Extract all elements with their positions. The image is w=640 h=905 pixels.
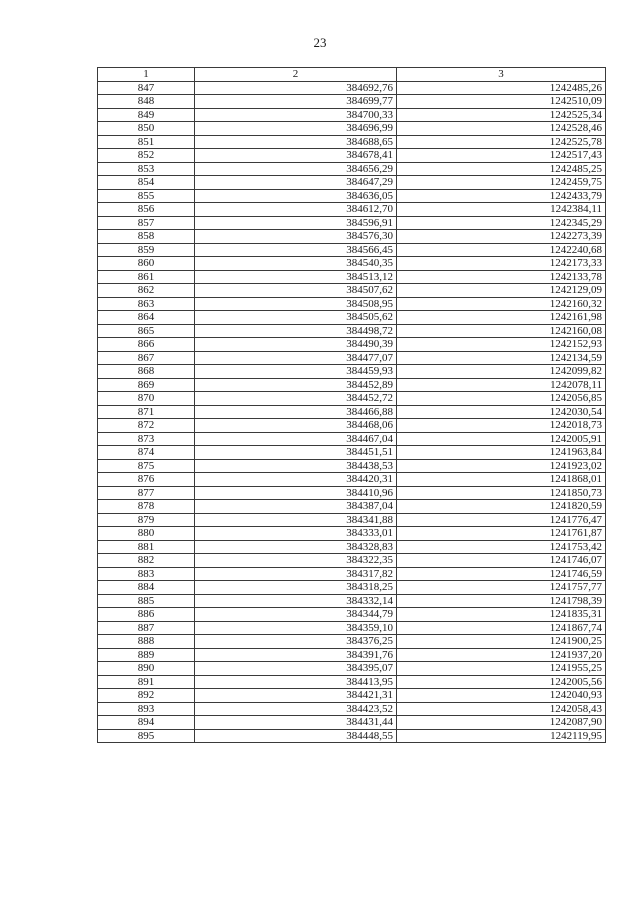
point-number-cell: 863 [98, 297, 195, 311]
coordinate-x-cell: 384507,62 [195, 284, 397, 298]
table-row [98, 729, 606, 743]
table-row [98, 689, 606, 703]
point-number-cell: 879 [98, 513, 195, 527]
point-number-cell: 886 [98, 608, 195, 622]
coordinate-y-cell: 1241820,59 [397, 500, 606, 514]
coordinate-x-cell: 384477,07 [195, 351, 397, 365]
coordinate-x-cell: 384420,31 [195, 473, 397, 487]
table-row [98, 189, 606, 203]
coordinate-y-cell: 1241753,42 [397, 540, 606, 554]
coordinate-x-cell: 384467,04 [195, 432, 397, 446]
table-row [98, 243, 606, 257]
point-number-cell: 853 [98, 162, 195, 176]
coordinate-x-cell: 384322,35 [195, 554, 397, 568]
coordinate-x-cell: 384678,41 [195, 149, 397, 163]
coordinate-y-cell: 1242525,34 [397, 108, 606, 122]
coordinate-x-cell: 384423,52 [195, 702, 397, 716]
coordinate-y-cell: 1242173,33 [397, 257, 606, 271]
coordinate-y-cell: 1242485,26 [397, 81, 606, 95]
point-number-cell: 884 [98, 581, 195, 595]
table-row [98, 216, 606, 230]
table-row [98, 702, 606, 716]
table-row [98, 567, 606, 581]
coordinate-y-cell: 1242119,95 [397, 729, 606, 743]
coordinate-y-cell: 1242345,29 [397, 216, 606, 230]
coordinate-x-cell: 384513,12 [195, 270, 397, 284]
column-header-y: 3 [397, 68, 606, 82]
coordinate-y-cell: 1242129,09 [397, 284, 606, 298]
coordinate-y-cell: 1242040,93 [397, 689, 606, 703]
coordinate-y-cell: 1242099,82 [397, 365, 606, 379]
table-row [98, 338, 606, 352]
coordinate-y-cell: 1241937,20 [397, 648, 606, 662]
point-number-cell: 865 [98, 324, 195, 338]
table-row [98, 486, 606, 500]
point-number-cell: 866 [98, 338, 195, 352]
point-number-cell: 851 [98, 135, 195, 149]
column-header-number: 1 [98, 68, 195, 82]
table-row [98, 297, 606, 311]
coordinate-x-cell: 384421,31 [195, 689, 397, 703]
coordinate-y-cell: 1242030,54 [397, 405, 606, 419]
point-number-cell: 890 [98, 662, 195, 676]
coordinate-y-cell: 1241900,25 [397, 635, 606, 649]
coordinate-y-cell: 1242517,43 [397, 149, 606, 163]
coordinate-y-cell: 1242058,43 [397, 702, 606, 716]
coordinate-y-cell: 1242160,32 [397, 297, 606, 311]
coordinate-x-cell: 384636,05 [195, 189, 397, 203]
table-row [98, 81, 606, 95]
coordinate-x-cell: 384498,72 [195, 324, 397, 338]
table-header-row [98, 68, 606, 82]
point-number-cell: 882 [98, 554, 195, 568]
page-number: 23 [313, 35, 327, 50]
coordinate-y-cell: 1241746,59 [397, 567, 606, 581]
point-number-cell: 855 [98, 189, 195, 203]
table-row [98, 392, 606, 406]
table-row [98, 270, 606, 284]
table-row [98, 230, 606, 244]
table-row [98, 284, 606, 298]
table-row [98, 162, 606, 176]
point-number-cell: 892 [98, 689, 195, 703]
point-number-cell: 859 [98, 243, 195, 257]
coordinate-x-cell: 384438,53 [195, 459, 397, 473]
table-row [98, 648, 606, 662]
coordinate-y-cell: 1242273,39 [397, 230, 606, 244]
coordinate-y-cell: 1241963,84 [397, 446, 606, 460]
table-row [98, 203, 606, 217]
point-number-cell: 883 [98, 567, 195, 581]
table-row [98, 378, 606, 392]
coordinate-y-cell: 1241757,77 [397, 581, 606, 595]
coordinate-y-cell: 1242078,11 [397, 378, 606, 392]
point-number-cell: 894 [98, 716, 195, 730]
coordinate-x-cell: 384505,62 [195, 311, 397, 325]
coordinate-y-cell: 1242018,73 [397, 419, 606, 433]
coordinate-x-cell: 384647,29 [195, 176, 397, 190]
point-number-cell: 854 [98, 176, 195, 190]
coordinate-x-cell: 384332,14 [195, 594, 397, 608]
coordinate-y-cell: 1241867,74 [397, 621, 606, 635]
table-row [98, 446, 606, 460]
point-number-cell: 895 [98, 729, 195, 743]
coordinate-y-cell: 1241798,39 [397, 594, 606, 608]
table-row [98, 459, 606, 473]
point-number-cell: 872 [98, 419, 195, 433]
coordinate-x-cell: 384596,91 [195, 216, 397, 230]
coordinate-x-cell: 384508,95 [195, 297, 397, 311]
coordinate-y-cell: 1242459,75 [397, 176, 606, 190]
coordinate-y-cell: 1242160,08 [397, 324, 606, 338]
coordinate-x-cell: 384410,96 [195, 486, 397, 500]
point-number-cell: 869 [98, 378, 195, 392]
coordinate-x-cell: 384566,45 [195, 243, 397, 257]
coordinate-x-cell: 384448,55 [195, 729, 397, 743]
coordinate-x-cell: 384328,83 [195, 540, 397, 554]
coordinate-y-cell: 1242152,93 [397, 338, 606, 352]
coordinate-y-cell: 1242005,91 [397, 432, 606, 446]
point-number-cell: 871 [98, 405, 195, 419]
coordinate-x-cell: 384376,25 [195, 635, 397, 649]
coordinate-x-cell: 384452,89 [195, 378, 397, 392]
coordinate-x-cell: 384490,39 [195, 338, 397, 352]
point-number-cell: 888 [98, 635, 195, 649]
table-row [98, 554, 606, 568]
point-number-cell: 860 [98, 257, 195, 271]
point-number-cell: 858 [98, 230, 195, 244]
coordinate-y-cell: 1241850,73 [397, 486, 606, 500]
point-number-cell: 849 [98, 108, 195, 122]
coordinate-x-cell: 384413,95 [195, 675, 397, 689]
table-row [98, 513, 606, 527]
coordinate-y-cell: 1242485,25 [397, 162, 606, 176]
table-body [98, 81, 606, 743]
table-row [98, 608, 606, 622]
table-row [98, 675, 606, 689]
coordinate-y-cell: 1242384,11 [397, 203, 606, 217]
coordinate-x-cell: 384466,88 [195, 405, 397, 419]
table-row [98, 581, 606, 595]
point-number-cell: 864 [98, 311, 195, 325]
table-row [98, 500, 606, 514]
point-number-cell: 875 [98, 459, 195, 473]
coordinate-y-cell: 1241776,47 [397, 513, 606, 527]
table-row [98, 365, 606, 379]
point-number-cell: 847 [98, 81, 195, 95]
coordinate-y-cell: 1242005,56 [397, 675, 606, 689]
table-row [98, 527, 606, 541]
coordinate-x-cell: 384452,72 [195, 392, 397, 406]
coordinate-x-cell: 384451,51 [195, 446, 397, 460]
point-number-cell: 861 [98, 270, 195, 284]
coordinate-x-cell: 384699,77 [195, 95, 397, 109]
coordinate-y-cell: 1242240,68 [397, 243, 606, 257]
coordinate-x-cell: 384612,70 [195, 203, 397, 217]
coordinate-x-cell: 384656,29 [195, 162, 397, 176]
coordinate-x-cell: 384692,76 [195, 81, 397, 95]
table-row [98, 594, 606, 608]
coordinate-y-cell: 1242087,90 [397, 716, 606, 730]
point-number-cell: 868 [98, 365, 195, 379]
table-row [98, 351, 606, 365]
point-number-cell: 887 [98, 621, 195, 635]
coordinate-y-cell: 1242134,59 [397, 351, 606, 365]
point-number-cell: 885 [98, 594, 195, 608]
table-row [98, 324, 606, 338]
coordinate-y-cell: 1242510,09 [397, 95, 606, 109]
table-row [98, 311, 606, 325]
coordinate-y-cell: 1242525,78 [397, 135, 606, 149]
coordinate-x-cell: 384344,79 [195, 608, 397, 622]
coordinate-y-cell: 1241955,25 [397, 662, 606, 676]
table-row [98, 432, 606, 446]
coordinate-y-cell: 1241868,01 [397, 473, 606, 487]
coordinate-x-cell: 384317,82 [195, 567, 397, 581]
point-number-cell: 874 [98, 446, 195, 460]
coordinate-x-cell: 384576,30 [195, 230, 397, 244]
table-row [98, 716, 606, 730]
coordinate-y-cell: 1242133,78 [397, 270, 606, 284]
table-row [98, 405, 606, 419]
point-number-cell: 877 [98, 486, 195, 500]
point-number-cell: 873 [98, 432, 195, 446]
coordinates-table [97, 67, 606, 743]
point-number-cell: 889 [98, 648, 195, 662]
point-number-cell: 867 [98, 351, 195, 365]
coordinate-y-cell: 1242528,46 [397, 122, 606, 136]
coordinate-x-cell: 384341,88 [195, 513, 397, 527]
coordinate-x-cell: 384391,76 [195, 648, 397, 662]
table-row [98, 662, 606, 676]
coordinate-x-cell: 384431,44 [195, 716, 397, 730]
coordinate-x-cell: 384688,65 [195, 135, 397, 149]
point-number-cell: 893 [98, 702, 195, 716]
coordinate-y-cell: 1242433,79 [397, 189, 606, 203]
coordinate-x-cell: 384700,33 [195, 108, 397, 122]
table-row [98, 108, 606, 122]
coordinate-y-cell: 1241835,31 [397, 608, 606, 622]
coordinate-x-cell: 384359,10 [195, 621, 397, 635]
table-row [98, 149, 606, 163]
table-row [98, 95, 606, 109]
coordinate-y-cell: 1242056,85 [397, 392, 606, 406]
table-row [98, 122, 606, 136]
coordinate-x-cell: 384696,99 [195, 122, 397, 136]
table-row [98, 257, 606, 271]
table-row [98, 540, 606, 554]
coordinate-y-cell: 1241746,07 [397, 554, 606, 568]
point-number-cell: 870 [98, 392, 195, 406]
coordinate-y-cell: 1241761,87 [397, 527, 606, 541]
coordinate-x-cell: 384395,07 [195, 662, 397, 676]
table-row [98, 621, 606, 635]
point-number-cell: 856 [98, 203, 195, 217]
coordinate-x-cell: 384318,25 [195, 581, 397, 595]
column-header-x: 2 [195, 68, 397, 82]
coordinate-x-cell: 384333,01 [195, 527, 397, 541]
table-row [98, 135, 606, 149]
coordinate-x-cell: 384387,04 [195, 500, 397, 514]
point-number-cell: 852 [98, 149, 195, 163]
coordinate-y-cell: 1242161,98 [397, 311, 606, 325]
point-number-cell: 850 [98, 122, 195, 136]
table-row [98, 473, 606, 487]
coordinate-x-cell: 384540,35 [195, 257, 397, 271]
point-number-cell: 848 [98, 95, 195, 109]
point-number-cell: 857 [98, 216, 195, 230]
point-number-cell: 876 [98, 473, 195, 487]
point-number-cell: 862 [98, 284, 195, 298]
point-number-cell: 891 [98, 675, 195, 689]
coordinate-x-cell: 384459,93 [195, 365, 397, 379]
table-row [98, 176, 606, 190]
table-row [98, 419, 606, 433]
point-number-cell: 880 [98, 527, 195, 541]
table-row [98, 635, 606, 649]
coordinate-y-cell: 1241923,02 [397, 459, 606, 473]
point-number-cell: 878 [98, 500, 195, 514]
point-number-cell: 881 [98, 540, 195, 554]
coordinate-x-cell: 384468,06 [195, 419, 397, 433]
